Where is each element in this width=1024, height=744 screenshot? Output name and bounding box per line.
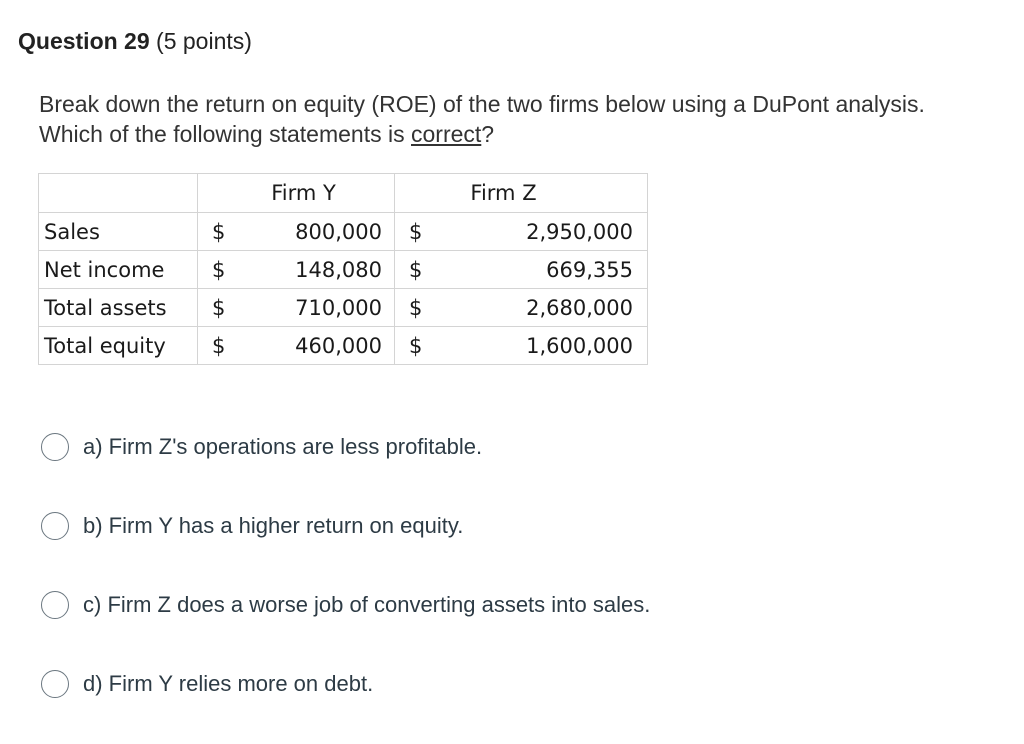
currency-symbol: $ — [198, 327, 254, 365]
firm-y-value: 148,080 — [253, 251, 395, 289]
row-label: Net income — [39, 251, 198, 289]
currency-symbol: $ — [198, 289, 254, 327]
option-c[interactable] — [41, 586, 650, 624]
table-corner-cell — [39, 174, 198, 213]
option-d-label[interactable]: d) Firm Y relies more on debt. — [83, 671, 374, 696]
prompt-text: Break down the return on equity (ROE) of the two firms below using a DuPont analysis. Which of the following statements is — [39, 91, 925, 147]
row-label: Sales — [39, 213, 198, 251]
option-d[interactable] — [41, 665, 650, 703]
table-row — [39, 289, 648, 327]
table-header-row — [39, 174, 648, 213]
answer-options — [41, 428, 650, 744]
question-title: Question 29 — [18, 28, 150, 54]
currency-symbol: $ — [395, 251, 451, 289]
radio-button-d[interactable] — [41, 670, 69, 698]
currency-symbol: $ — [198, 251, 254, 289]
option-a[interactable] — [41, 428, 650, 466]
firm-z-value: 1,600,000 — [450, 327, 648, 365]
table-row — [39, 213, 648, 251]
firm-z-value: 2,680,000 — [450, 289, 648, 327]
currency-symbol: $ — [395, 213, 451, 251]
table-row — [39, 251, 648, 289]
firm-y-value: 460,000 — [253, 327, 395, 365]
firm-y-value: 710,000 — [253, 289, 395, 327]
prompt-text-end: ? — [481, 121, 495, 147]
firm-z-value: 2,950,000 — [450, 213, 648, 251]
row-label: Total assets — [39, 289, 198, 327]
radio-button-a[interactable] — [41, 433, 69, 461]
question-header — [18, 28, 252, 55]
question-prompt — [39, 89, 989, 149]
question-points: (5 points) — [156, 28, 252, 54]
currency-symbol: $ — [198, 213, 254, 251]
radio-button-b[interactable] — [41, 512, 69, 540]
option-b[interactable] — [41, 507, 650, 545]
currency-symbol: $ — [395, 327, 451, 365]
firm-z-value: 669,355 — [450, 251, 648, 289]
radio-button-c[interactable] — [41, 591, 69, 619]
option-a-label[interactable]: a) Firm Z's operations are less profitable. — [83, 434, 483, 459]
column-header-firm-y: Firm Y — [198, 174, 395, 213]
option-b-label[interactable]: b) Firm Y has a higher return on equity. — [83, 513, 464, 538]
table-row — [39, 327, 648, 365]
financial-data-table — [38, 173, 648, 365]
currency-symbol: $ — [395, 289, 451, 327]
column-header-firm-z: Firm Z — [395, 174, 648, 213]
row-label: Total equity — [39, 327, 198, 365]
prompt-underlined-word: correct — [411, 121, 482, 147]
firm-y-value: 800,000 — [253, 213, 395, 251]
option-c-label[interactable]: c) Firm Z does a worse job of converting assets into sales. — [83, 592, 651, 617]
